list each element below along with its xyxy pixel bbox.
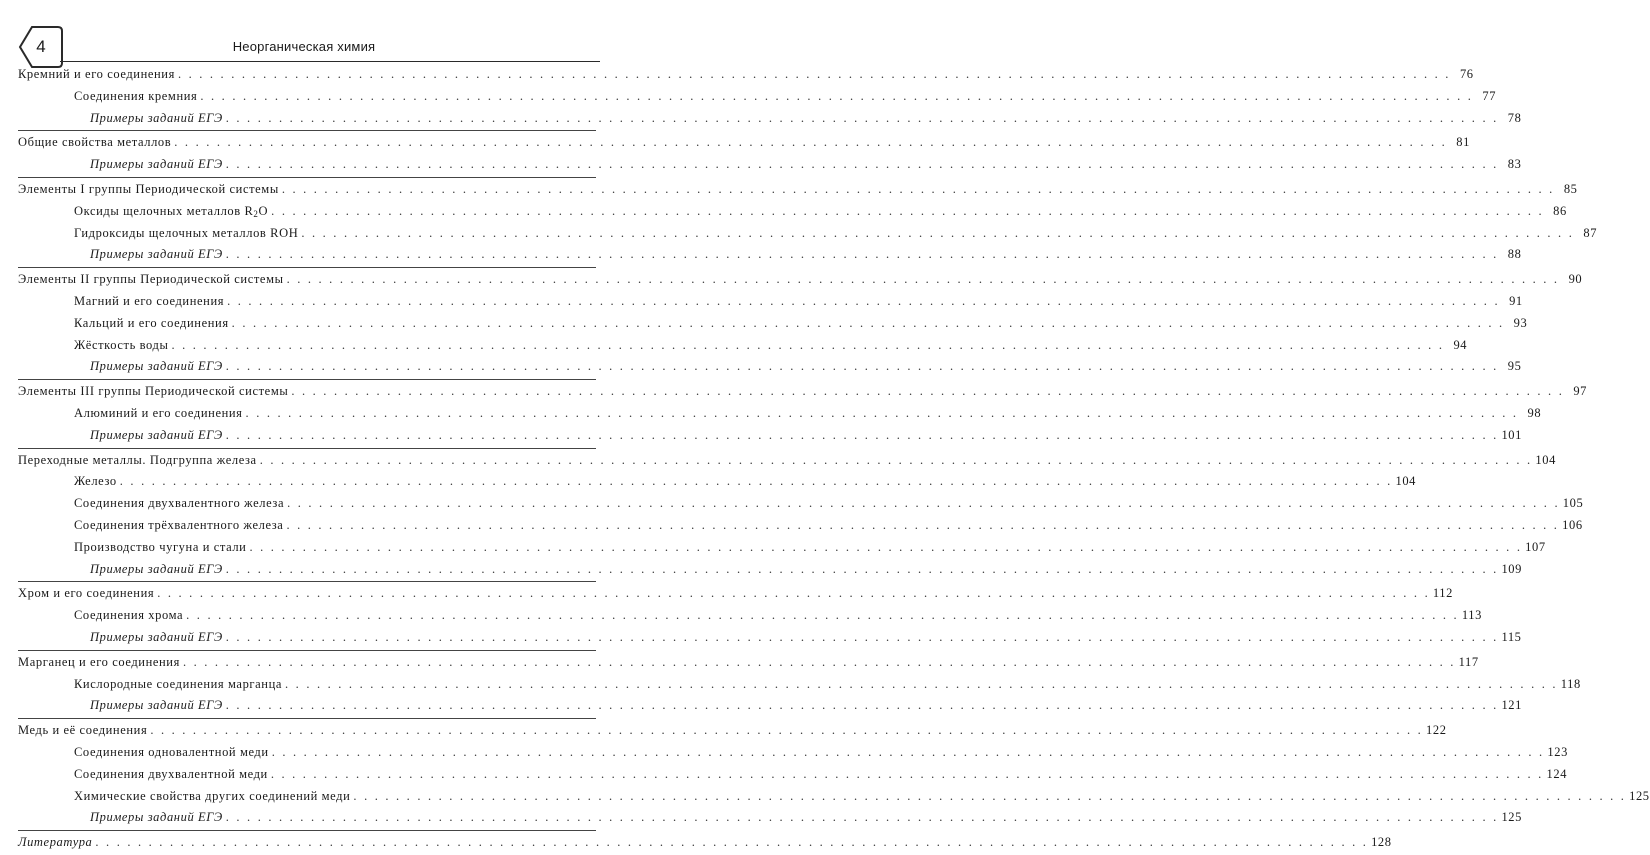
dot-leader: . . . . . . . . . . . . . . . . . . . . . . . . . . . . . . . . . . . . . . . . . . . . . . . . . . . . . . . . . . . . . . . . . . . . . . . . . . . . . . . . . . . . . . . . . . . . . . . . . . . . . . . . . . . . . . . . . . . . . . . .	[119, 474, 1393, 489]
dot-leader: . . . . . . . . . . . . . . . . . . . . . . . . . . . . . . . . . . . . . . . . . . . . . . . . . . . . . . . . . . . . . . . . . . . . . . . . . . . . . . . . . . . . . . . . . . . . . . . . . . . . . . . . . . . . . . . . . . . . . . . .	[286, 517, 1560, 532]
dot-leader: . . . . . . . . . . . . . . . . . . . . . . . . . . . . . . . . . . . . . . . . . . . . . . . . . . . . . . . . . . . . . . . . . . . . . . . . . . . . . . . . . . . . . . . . . . . . . . . . . . . . . . . . . . . . . . . . . . . . . . . .	[271, 203, 1544, 218]
toc-section	[18, 651, 1581, 719]
toc-subsection-row[interactable]	[18, 493, 1584, 515]
toc-section	[18, 582, 1522, 650]
toc-page-number: 104	[1395, 474, 1417, 489]
dot-leader: . . . . . . . . . . . . . . . . . . . . . . . . . . . . . . . . . . . . . . . . . . . . . . . . . . . . . . . . . . . . . . . . . . . . . . . . . . . . . . . . . . . . . . . . . . . . . . . . . . . . . . . . . . . . . . . . . . . . . . . .	[225, 110, 1499, 125]
toc-entry-title: Соединения кремния	[74, 88, 198, 103]
toc-entry-title: Марганец и его соединения	[18, 654, 180, 669]
dot-leader: . . . . . . . . . . . . . . . . . . . . . . . . . . . . . . . . . . . . . . . . . . . . . . . . . . . . . . . . . . . . . . . . . . . . . . . . . . . . . . . . . . . . . . . . . . . . . . . . . . . . . . . . . . . . . . . . . . . . . . . .	[227, 293, 1500, 308]
toc-page-number: 78	[1507, 110, 1522, 125]
toc-chapter-row[interactable]	[18, 652, 1479, 674]
toc-subsection-row[interactable]	[18, 786, 1650, 808]
toc-subsection-row[interactable]	[18, 223, 1598, 245]
toc-entry-title: Кремний и его соединения	[18, 67, 175, 81]
toc-section	[18, 63, 1522, 131]
dot-leader: . . . . . . . . . . . . . . . . . . . . . . . . . . . . . . . . . . . . . . . . . . . . . . . . . . . . . . . . . . . . . . . . . . . . . . . . . . . . . . . . . . . . . . . . . . . . . . . . . . . . . . . . . . . . . . . . . . . . . . . .	[200, 88, 1474, 103]
toc-page-number: 104	[1535, 452, 1556, 467]
toc-subsection-row[interactable]	[18, 515, 1583, 537]
table-of-contents	[18, 63, 1650, 855]
toc-section	[18, 178, 1598, 268]
toc-chapter-row[interactable]	[18, 132, 1470, 154]
toc-exercises-row[interactable]	[18, 425, 1522, 447]
toc-entry-title: Соединения двухвалентной меди	[74, 766, 268, 781]
toc-page-number: 109	[1501, 561, 1522, 576]
dot-leader: . . . . . . . . . . . . . . . . . . . . . . . . . . . . . . . . . . . . . . . . . . . . . . . . . . . . . . . . . . . . . . . . . . . . . . . . . . . . . . . . . . . . . . . . . . . . . . . . . . . . . . . . . . . . . . . . . . . . . . . .	[285, 676, 1558, 691]
toc-entry-title: Соединения хрома	[74, 608, 184, 623]
formula-tail: O	[258, 203, 269, 218]
toc-subsection-row[interactable]	[18, 471, 1417, 493]
toc-entry-title: Примеры заданий ЕГЭ	[90, 359, 223, 374]
toc-page-number: 106	[1562, 517, 1583, 532]
dot-leader: . . . . . . . . . . . . . . . . . . . . . . . . . . . . . . . . . . . . . . . . . . . . . . . . . . . . . . . . . . . . . . . . . . . . . . . . . . . . . . . . . . . . . . . . . . . . . . . . . . . . . . . . . . . . . . . . . . . . . . . .	[225, 629, 1499, 644]
toc-subsection-row[interactable]	[18, 313, 1528, 335]
toc-chapter-row[interactable]	[18, 720, 1447, 742]
toc-entry-title: Соединения одновалентной меди	[74, 744, 269, 759]
toc-chapter-row[interactable]	[18, 381, 1588, 403]
dot-leader: . . . . . . . . . . . . . . . . . . . . . . . . . . . . . . . . . . . . . . . . . . . . . . . . . . . . . . . . . . . . . . . . . . . . . . . . . . . . . . . . . . . . . . . . . . . . . . . . . . . . . . . . . . . . . . . . . . . . . . . .	[186, 608, 1459, 623]
dot-leader: . . . . . . . . . . . . . . . . . . . . . . . . . . . . . . . . . . . . . . . . . . . . . . . . . . . . . . . . . . . . . . . . . . . . . . . . . . . . . . . . . . . . . . . . . . . . . . . . . . . . . . . . . . . . . . . . . . . . . . . .	[271, 744, 1545, 759]
dot-leader: . . . . . . . . . . . . . . . . . . . . . . . . . . . . . . . . . . . . . . . . . . . . . . . . . . . . . . . . . . . . . . . . . . . . . . . . . . . . . . . . . . . . . . . . . . . . . . . . . . . . . . . . . . . . . . . . . . . . . . . .	[231, 315, 1505, 330]
toc-page-number: 105	[1562, 496, 1584, 511]
toc-entry-title: Кальций и его соединения	[74, 315, 229, 330]
toc-page-number: 128	[1371, 835, 1392, 850]
toc-subsection-row[interactable]	[18, 674, 1581, 696]
toc-page-number: 124	[1546, 766, 1568, 781]
dot-leader: . . . . . . . . . . . . . . . . . . . . . . . . . . . . . . . . . . . . . . . . . . . . . . . . . . . . . . . . . . . . . . . . . . . . . . . . . . . . . . . . . . . . . . . . . . . . . . . . . . . . . . . . . . . . . . . . . . . . . . . .	[171, 337, 1445, 352]
toc-subsection-row[interactable]	[18, 537, 1546, 559]
toc-page-number: 88	[1507, 247, 1522, 262]
toc-page-number: 93	[1513, 315, 1528, 330]
dot-leader: . . . . . . . . . . . . . . . . . . . . . . . . . . . . . . . . . . . . . . . . . . . . . . . . . . . . . . . . . . . . . . . . . . . . . . . . . . . . . . . . . . . . . . . . . . . . . . . . . . . . . . . . . . . . . . . . . . . . . . . .	[177, 67, 1451, 81]
toc-page-number: 77	[1482, 88, 1497, 103]
toc-exercises-row[interactable]	[18, 154, 1522, 176]
toc-entry-title: Примеры заданий ЕГЭ	[90, 629, 223, 644]
toc-entry-title: Хром и его соединения	[18, 586, 155, 601]
toc-page-number: 125	[1501, 810, 1522, 825]
toc-page-number: 112	[1432, 586, 1454, 601]
toc-subsection-row[interactable]	[18, 86, 1497, 108]
toc-page-number: 95	[1507, 359, 1522, 374]
toc-section	[18, 449, 1584, 583]
toc-subsection-row[interactable]	[18, 291, 1523, 313]
toc-subsection-row[interactable]	[18, 335, 1468, 357]
toc-entry-title: Соединения двухвалентного железа	[74, 496, 285, 511]
dot-leader: . . . . . . . . . . . . . . . . . . . . . . . . . . . . . . . . . . . . . . . . . . . . . . . . . . . . . . . . . . . . . . . . . . . . . . . . . . . . . . . . . . . . . . . . . . . . . . . . . . . . . . . . . . . . . . . . . . . . . . . .	[286, 272, 1560, 287]
toc-entry-title: Соединения трёхвалентного железа	[74, 517, 284, 532]
toc-page-number: 101	[1501, 427, 1522, 442]
toc-page-number: 87	[1583, 225, 1598, 240]
toc-entry-title: Магний и его соединения	[74, 293, 225, 308]
toc-section	[18, 719, 1650, 831]
toc-subsection-row[interactable]	[18, 742, 1568, 764]
toc-page-number: 118	[1560, 676, 1581, 691]
toc-chapter-row[interactable]	[18, 64, 1474, 86]
toc-subsection-row[interactable]	[18, 764, 1568, 786]
toc-exercises-row[interactable]	[18, 807, 1522, 829]
dot-leader: . . . . . . . . . . . . . . . . . . . . . . . . . . . . . . . . . . . . . . . . . . . . . . . . . . . . . . . . . . . . . . . . . . . . . . . . . . . . . . . . . . . . . . . . . . . . . . . . . . . . . . . . . . . . . . . . . . . . . . . .	[301, 225, 1575, 240]
toc-exercises-row[interactable]	[18, 108, 1522, 130]
dot-leader: . . . . . . . . . . . . . . . . . . . . . . . . . . . . . . . . . . . . . . . . . . . . . . . . . . . . . . . . . . . . . . . . . . . . . . . . . . . . . . . . . . . . . . . . . . . . . . . . . . . . . . . . . . . . . . . . . . . . . . . .	[245, 405, 1519, 420]
dot-leader: . . . . . . . . . . . . . . . . . . . . . . . . . . . . . . . . . . . . . . . . . . . . . . . . . . . . . . . . . . . . . . . . . . . . . . . . . . . . . . . . . . . . . . . . . . . . . . . . . . . . . . . . . . . . . . . . . . . . . . . .	[225, 561, 1499, 576]
toc-chapter-row[interactable]	[18, 269, 1583, 291]
toc-page-number: 81	[1456, 135, 1470, 150]
toc-page-number: 94	[1453, 337, 1468, 352]
toc-page-number: 123	[1547, 744, 1568, 759]
formula-subscript: 2	[253, 208, 259, 219]
page-number: 4	[36, 37, 46, 56]
toc-section	[18, 380, 1588, 448]
dot-leader: . . . . . . . . . . . . . . . . . . . . . . . . . . . . . . . . . . . . . . . . . . . . . . . . . . . . . . . . . . . . . . . . . . . . . . . . . . . . . . . . . . . . . . . . . . . . . . . . . . . . . . . . . . . . . . . . . . . . . . . .	[270, 766, 1544, 781]
toc-chapter-row[interactable]	[18, 583, 1454, 605]
toc-section	[18, 131, 1522, 178]
toc-page-number: 113	[1461, 608, 1482, 623]
toc-page-number: 83	[1507, 157, 1522, 172]
toc-page-number: 98	[1527, 405, 1542, 420]
toc-subsection-row[interactable]	[18, 403, 1542, 425]
toc-exercises-row[interactable]	[18, 559, 1522, 581]
toc-entry-title: Примеры заданий ЕГЭ	[90, 698, 223, 713]
toc-entry-title: Элементы III группы Периодической системы	[18, 384, 289, 399]
toc-entry-title: Элементы II группы Периодической системы	[18, 272, 284, 287]
toc-exercises-row[interactable]	[18, 627, 1522, 649]
toc-entry-title: Примеры заданий ЕГЭ	[90, 561, 223, 576]
toc-page-number: 91	[1509, 293, 1523, 308]
toc-exercises-row[interactable]	[18, 832, 1392, 854]
toc-entry-title: Переходные металлы. Подгруппа железа	[18, 452, 257, 467]
dot-leader: . . . . . . . . . . . . . . . . . . . . . . . . . . . . . . . . . . . . . . . . . . . . . . . . . . . . . . . . . . . . . . . . . . . . . . . . . . . . . . . . . . . . . . . . . . . . . . . . . . . . . . . . . . . . . . . . . . . . . . . .	[182, 654, 1456, 669]
dot-leader: . . . . . . . . . . . . . . . . . . . . . . . . . . . . . . . . . . . . . . . . . . . . . . . . . . . . . . . . . . . . . . . . . . . . . . . . . . . . . . . . . . . . . . . . . . . . . . . . . . . . . . . . . . . . . . . . . . . . . . . .	[225, 698, 1499, 713]
toc-page-number: 86	[1553, 203, 1567, 218]
toc-entry-title: Производство чугуна и стали	[74, 539, 247, 554]
toc-entry-title: Медь и её соединения	[18, 723, 148, 738]
toc-entry-title: Примеры заданий ЕГЭ	[90, 247, 223, 262]
toc-page-number: 76	[1459, 67, 1474, 81]
toc-chapter-row[interactable]	[18, 179, 1578, 201]
toc-subsection-row[interactable]	[18, 201, 1567, 223]
toc-page-number: 97	[1573, 384, 1588, 399]
toc-entry-title: Кислородные соединения марганца	[74, 676, 283, 691]
toc-exercises-row[interactable]	[18, 356, 1522, 378]
dot-leader: . . . . . . . . . . . . . . . . . . . . . . . . . . . . . . . . . . . . . . . . . . . . . . . . . . . . . . . . . . . . . . . . . . . . . . . . . . . . . . . . . . . . . . . . . . . . . . . . . . . . . . . . . . . . . . . . . . . . . . . .	[225, 810, 1499, 825]
toc-entry-title: Алюминий и его соединения	[74, 405, 243, 420]
dot-leader: . . . . . . . . . . . . . . . . . . . . . . . . . . . . . . . . . . . . . . . . . . . . . . . . . . . . . . . . . . . . . . . . . . . . . . . . . . . . . . . . . . . . . . . . . . . . . . . . . . . . . . . . . . . . . . . . . . . . . . . .	[225, 427, 1499, 442]
running-header-title: Неорганическая химия	[232, 39, 376, 54]
toc-entry-title: Оксиды щелочных металлов $R_2O$	[74, 203, 269, 219]
toc-section	[18, 268, 1583, 380]
toc-entry-title: Примеры заданий ЕГЭ	[90, 157, 223, 172]
dot-leader: . . . . . . . . . . . . . . . . . . . . . . . . . . . . . . . . . . . . . . . . . . . . . . . . . . . . . . . . . . . . . . . . . . . . . . . . . . . . . . . . . . . . . . . . . . . . . . . . . . . . . . . . . . . . . . . . . . . . . . . .	[174, 135, 1447, 150]
dot-leader: . . . . . . . . . . . . . . . . . . . . . . . . . . . . . . . . . . . . . . . . . . . . . . . . . . . . . . . . . . . . . . . . . . . . . . . . . . . . . . . . . . . . . . . . . . . . . . . . . . . . . . . . . . . . . . . . . . . . . . . .	[291, 384, 1565, 399]
toc-page-number: 115	[1501, 629, 1522, 644]
toc-entry-title: Общие свойства металлов	[18, 135, 172, 150]
header-divider	[60, 61, 600, 62]
toc-entry-title: Примеры заданий ЕГЭ	[90, 427, 223, 442]
toc-entry-title: Химические свойства других соединений меди	[74, 788, 351, 803]
toc-entry-title: Гидроксиды щелочных металлов ROH	[74, 225, 299, 240]
dot-leader: . . . . . . . . . . . . . . . . . . . . . . . . . . . . . . . . . . . . . . . . . . . . . . . . . . . . . . . . . . . . . . . . . . . . . . . . . . . . . . . . . . . . . . . . . . . . . . . . . . . . . . . . . . . . . . . . . . . . . . . .	[95, 835, 1369, 850]
toc-entry-title: Примеры заданий ЕГЭ	[90, 110, 223, 125]
toc-page-number: 117	[1458, 654, 1479, 669]
dot-leader: . . . . . . . . . . . . . . . . . . . . . . . . . . . . . . . . . . . . . . . . . . . . . . . . . . . . . . . . . . . . . . . . . . . . . . . . . . . . . . . . . . . . . . . . . . . . . . . . . . . . . . . . . . . . . . . . . . . . . . . .	[353, 788, 1627, 803]
toc-page-number: 90	[1568, 272, 1583, 287]
dot-leader: . . . . . . . . . . . . . . . . . . . . . . . . . . . . . . . . . . . . . . . . . . . . . . . . . . . . . . . . . . . . . . . . . . . . . . . . . . . . . . . . . . . . . . . . . . . . . . . . . . . . . . . . . . . . . . . . . . . . . . . .	[225, 247, 1499, 262]
toc-entry-title: Литература	[18, 835, 93, 850]
dot-leader: . . . . . . . . . . . . . . . . . . . . . . . . . . . . . . . . . . . . . . . . . . . . . . . . . . . . . . . . . . . . . . . . . . . . . . . . . . . . . . . . . . . . . . . . . . . . . . . . . . . . . . . . . . . . . . . . . . . . . . . .	[281, 181, 1555, 196]
toc-section	[18, 831, 1392, 855]
dot-leader: . . . . . . . . . . . . . . . . . . . . . . . . . . . . . . . . . . . . . . . . . . . . . . . . . . . . . . . . . . . . . . . . . . . . . . . . . . . . . . . . . . . . . . . . . . . . . . . . . . . . . . . . . . . . . . . . . . . . . . . .	[249, 539, 1523, 554]
toc-entry-title: Элементы I группы Периодической системы	[18, 181, 279, 196]
toc-subsection-row[interactable]	[18, 605, 1482, 627]
dot-leader: . . . . . . . . . . . . . . . . . . . . . . . . . . . . . . . . . . . . . . . . . . . . . . . . . . . . . . . . . . . . . . . . . . . . . . . . . . . . . . . . . . . . . . . . . . . . . . . . . . . . . . . . . . . . . . . . . . . . . . . .	[259, 452, 1533, 467]
toc-page-number: 122	[1426, 723, 1447, 738]
dot-leader: . . . . . . . . . . . . . . . . . . . . . . . . . . . . . . . . . . . . . . . . . . . . . . . . . . . . . . . . . . . . . . . . . . . . . . . . . . . . . . . . . . . . . . . . . . . . . . . . . . . . . . . . . . . . . . . . . . . . . . . .	[287, 496, 1560, 511]
dot-leader: . . . . . . . . . . . . . . . . . . . . . . . . . . . . . . . . . . . . . . . . . . . . . . . . . . . . . . . . . . . . . . . . . . . . . . . . . . . . . . . . . . . . . . . . . . . . . . . . . . . . . . . . . . . . . . . . . . . . . . . .	[225, 157, 1499, 172]
dot-leader: . . . . . . . . . . . . . . . . . . . . . . . . . . . . . . . . . . . . . . . . . . . . . . . . . . . . . . . . . . . . . . . . . . . . . . . . . . . . . . . . . . . . . . . . . . . . . . . . . . . . . . . . . . . . . . . . . . . . . . . .	[225, 359, 1499, 374]
dot-leader: . . . . . . . . . . . . . . . . . . . . . . . . . . . . . . . . . . . . . . . . . . . . . . . . . . . . . . . . . . . . . . . . . . . . . . . . . . . . . . . . . . . . . . . . . . . . . . . . . . . . . . . . . . . . . . . . . . . . . . . .	[150, 723, 1423, 738]
toc-page-number: 85	[1563, 181, 1578, 196]
toc-page-number: 125	[1629, 788, 1650, 803]
toc-entry-title: Примеры заданий ЕГЭ	[90, 810, 223, 825]
toc-entry-title: Железо	[74, 474, 117, 489]
toc-exercises-row[interactable]	[18, 244, 1522, 266]
dot-leader: . . . . . . . . . . . . . . . . . . . . . . . . . . . . . . . . . . . . . . . . . . . . . . . . . . . . . . . . . . . . . . . . . . . . . . . . . . . . . . . . . . . . . . . . . . . . . . . . . . . . . . . . . . . . . . . . . . . . . . . .	[157, 586, 1430, 601]
toc-chapter-row[interactable]	[18, 450, 1556, 472]
toc-exercises-row[interactable]	[18, 695, 1522, 717]
toc-page-number: 107	[1525, 539, 1546, 554]
toc-page-number: 121	[1501, 698, 1522, 713]
toc-entry-title: Жёсткость воды	[74, 337, 169, 352]
